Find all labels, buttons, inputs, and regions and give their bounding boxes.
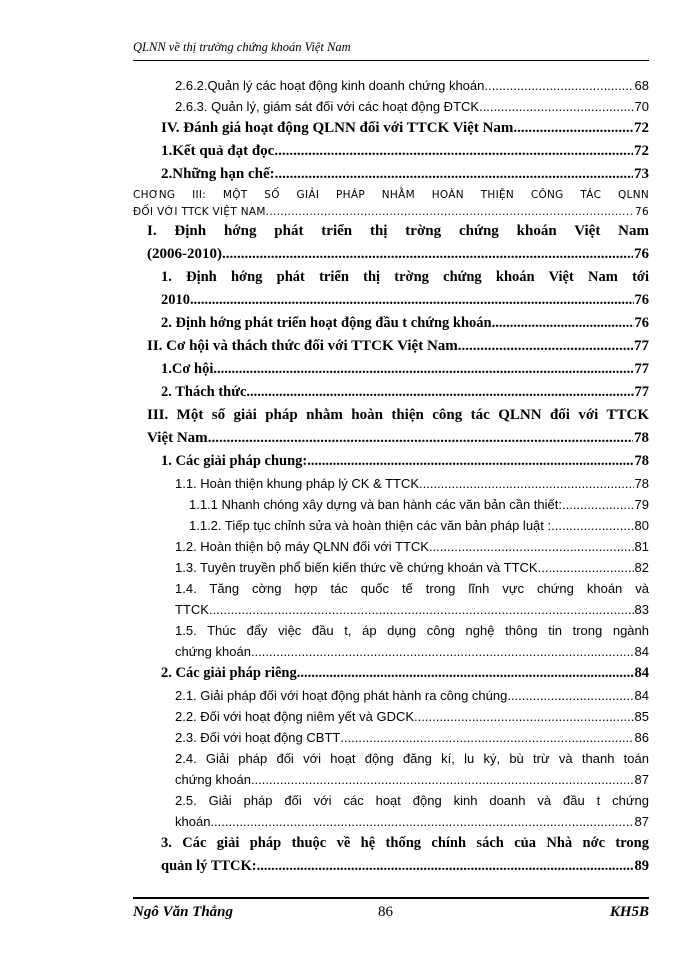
toc-entry-text: (2006-2010). (147, 246, 226, 262)
toc-entry-text: chứng khoán (175, 772, 251, 787)
toc-entry[interactable] (133, 206, 649, 223)
footer-class-code: KH5B (609, 904, 649, 920)
toc-entry[interactable] (133, 120, 649, 143)
toc-dot-leader (257, 858, 634, 875)
toc-entry-text: 1. Các giải pháp chung: (161, 453, 308, 469)
toc-entry[interactable] (133, 814, 649, 835)
toc-page-number: 76 (634, 246, 649, 262)
toc-entry-text: 2010. (161, 292, 194, 308)
toc-page-number: 86 (634, 730, 649, 745)
toc-page-number: 78 (634, 430, 649, 446)
toc-entry[interactable] (133, 430, 649, 453)
toc-entry-title-line (133, 835, 649, 858)
toc-dot-leader (246, 384, 633, 401)
toc-page-number: 84 (634, 688, 649, 703)
toc-entry-title: III. Một số giải pháp nhằm hoàn thiện công tác QLNN đối với TTCK (147, 407, 649, 423)
toc-entry-text: 2.2. Đối với hoạt động niêm yết và GDCK (175, 709, 415, 724)
toc-entry-title-line (133, 623, 649, 644)
toc-dot-leader (419, 476, 634, 491)
toc-page-number: 79 (634, 497, 649, 512)
toc-entry-text: 1.1.2. Tiếp tục chỉnh sửa và hoàn thiện các văn bản pháp luật : (189, 518, 552, 533)
toc-page-number: 77 (634, 384, 649, 400)
toc-entry-title: 3. Các giải pháp thuộc về hệ thống chính sách của Nhà nớc trong (161, 835, 649, 851)
toc-page-number: 84 (634, 665, 649, 681)
toc-entry-text: ĐỐI VỚI TTCK VIỆT NAM. (133, 206, 270, 218)
toc-dot-leader (492, 315, 634, 332)
toc-entry-text: 2.6.2.Quản lý các hoạt động kinh doanh chứng khoán (175, 78, 485, 93)
toc-page-number: 89 (634, 858, 649, 874)
toc-dot-leader (194, 292, 634, 309)
toc-entry-title: 2.5. Giải pháp đối với các hoạt động kinh doanh và đầu t chứng (175, 793, 649, 808)
toc-entry[interactable] (133, 361, 649, 384)
toc-page-number: 81 (634, 539, 649, 554)
toc-entry-text: chứng khoán (175, 644, 251, 659)
toc-entry-text: 1.1.1 Nhanh chóng xây dựng và ban hành các văn bản cần thiết: (189, 497, 562, 512)
toc-entry-text: Việt Nam (147, 430, 208, 446)
toc-page-number: 80 (634, 518, 649, 533)
toc-entry-text: IV. Đánh giá hoạt động QLNN đối với TTCK Việt Nam (161, 120, 514, 136)
toc-entry-title: 1.5. Thúc đẩy việc đầu t, áp dụng công nghệ thông tin trong ngành (175, 623, 649, 638)
toc-entry-title-line (133, 189, 649, 206)
toc-entry-title: I. Định hớng phát triển thị trờng chứng khoán Việt Nam (147, 223, 649, 239)
toc-entry-text: 2. Định hớng phát triển hoạt động đầu t chứng khoán (161, 315, 492, 331)
toc-entry[interactable] (133, 384, 649, 407)
toc-dot-leader (307, 453, 633, 470)
toc-entry[interactable] (133, 539, 649, 560)
toc-entry[interactable] (133, 560, 649, 581)
toc-entry-title-line (133, 751, 649, 772)
toc-dot-leader (213, 361, 633, 378)
toc-page-number: 83 (634, 602, 649, 617)
toc-entry-title-line (133, 269, 649, 292)
toc-entry-text: 1.3. Tuyên truyền phổ biến kiến thức về chứng khoán và TTCK (175, 560, 538, 575)
toc-page-number: 72 (634, 120, 649, 136)
toc-entry[interactable] (133, 858, 649, 881)
toc-entry[interactable] (133, 772, 649, 793)
table-of-contents (133, 78, 649, 881)
toc-page-number: 78 (634, 476, 649, 491)
toc-dot-leader (538, 560, 634, 575)
toc-page-number: 70 (634, 99, 649, 114)
footer-page-number: 86 (378, 904, 393, 920)
toc-entry-text: 2.1. Giải pháp đối với hoạt động phát hành ra công chúng (175, 688, 508, 703)
toc-entry-text: khoán (175, 814, 211, 829)
running-header: QLNN về thị trường chứng khoán Việt Nam (133, 40, 351, 54)
toc-entry-title-line (133, 793, 649, 814)
toc-entry-title-line (133, 223, 649, 246)
toc-entry-text: TTCK (175, 602, 209, 617)
toc-entry-text: 1.2. Hoàn thiện bộ máy QLNN đối với TTCK (175, 539, 429, 554)
toc-page-number: 68 (634, 78, 649, 93)
toc-dot-leader (458, 338, 633, 355)
toc-entry[interactable] (133, 78, 649, 99)
toc-dot-leader (513, 120, 633, 137)
toc-entry[interactable] (133, 497, 649, 518)
toc-dot-leader (275, 166, 633, 183)
toc-page-number: 78 (634, 453, 649, 469)
toc-entry-text: II. Cơ hội và thách thức đối với TTCK Việt Nam (147, 338, 458, 354)
toc-dot-leader (562, 497, 634, 512)
toc-dot-leader (226, 246, 633, 263)
toc-entry-title: 1.4. Tăng cờng hợp tác quốc tế trong lĩnh vực chứng khoán và (175, 581, 649, 596)
toc-page-number: 85 (634, 709, 649, 724)
toc-entry-title: 2.4. Giải pháp đối với hoạt động đăng kí, lu ký, bù trừ và thanh toán (175, 751, 649, 766)
toc-entry[interactable] (133, 143, 649, 166)
toc-entry[interactable] (133, 644, 649, 665)
toc-entry-text: 1.Cơ hội (161, 361, 214, 377)
toc-page-number: 77 (634, 361, 649, 377)
toc-entry[interactable] (133, 665, 649, 688)
toc-dot-leader (209, 602, 634, 617)
toc-entry-text: 1.1. Hoàn thiện khung pháp lý CK & TTCK (175, 476, 420, 491)
toc-entry[interactable] (133, 709, 649, 730)
toc-entry[interactable] (133, 246, 649, 269)
toc-page-number: 77 (634, 338, 649, 354)
toc-entry-text: 2.3. Đối với hoạt động CBTT (175, 730, 341, 745)
toc-dot-leader (274, 143, 633, 160)
toc-page-number: 76 (635, 206, 649, 218)
toc-dot-leader (551, 518, 633, 533)
toc-entry[interactable] (133, 476, 649, 497)
toc-page-number: 87 (634, 814, 649, 829)
toc-entry-text: 2.6.3. Quản lý, giám sát đối với các hoạt động ĐTCK (175, 99, 480, 114)
toc-entry[interactable] (133, 688, 649, 709)
toc-dot-leader (251, 644, 634, 659)
toc-entry-text: quản lý TTCK: (161, 858, 257, 874)
toc-dot-leader (208, 430, 633, 447)
toc-entry[interactable] (133, 338, 649, 361)
toc-dot-leader (479, 99, 633, 114)
toc-page-number: 72 (634, 143, 649, 159)
toc-page-number: 76 (634, 292, 649, 308)
toc-entry[interactable] (133, 99, 649, 120)
toc-entry[interactable] (133, 518, 649, 539)
toc-entry[interactable] (133, 166, 649, 189)
toc-entry-text: 1.Kết quả đạt đọc (161, 143, 275, 159)
toc-entry-text: 2.Những hạn chế: (161, 166, 275, 182)
toc-page-number: 87 (634, 772, 649, 787)
toc-page-number: 73 (634, 166, 649, 182)
toc-page-number: 84 (634, 644, 649, 659)
footer-author: Ngô Văn Thắng (133, 904, 234, 920)
toc-page-number: 76 (634, 315, 649, 331)
toc-entry-text: 2. Thách thức (161, 384, 247, 400)
toc-entry-title: 1. Định hớng phát triển thị trờng chứng khoán Việt Nam tới (161, 269, 649, 285)
toc-page-number: 82 (634, 560, 649, 575)
toc-entry[interactable] (133, 292, 649, 315)
footer-rule (133, 897, 649, 899)
header-rule (133, 60, 649, 61)
toc-dot-leader (340, 730, 633, 745)
toc-entry-title: CHƠNG III: MỘT SỐ GIẢI PHÁP NHẰM HOÀN THIỆN CÔNG TÁC QLNN (133, 189, 649, 201)
toc-dot-leader (414, 709, 634, 724)
toc-entry[interactable] (133, 730, 649, 751)
toc-dot-leader (484, 78, 633, 93)
toc-entry-title-line (133, 581, 649, 602)
toc-dot-leader (210, 814, 633, 829)
toc-entry-title-line (133, 407, 649, 430)
toc-dot-leader (429, 539, 634, 554)
toc-dot-leader (269, 206, 634, 218)
toc-dot-leader (251, 772, 634, 787)
toc-entry-text: 2. Các giải pháp riêng (161, 665, 297, 681)
toc-entry[interactable] (133, 602, 649, 623)
toc-entry[interactable] (133, 315, 649, 338)
toc-dot-leader (507, 688, 633, 703)
toc-entry[interactable] (133, 453, 649, 476)
toc-dot-leader (297, 665, 634, 682)
